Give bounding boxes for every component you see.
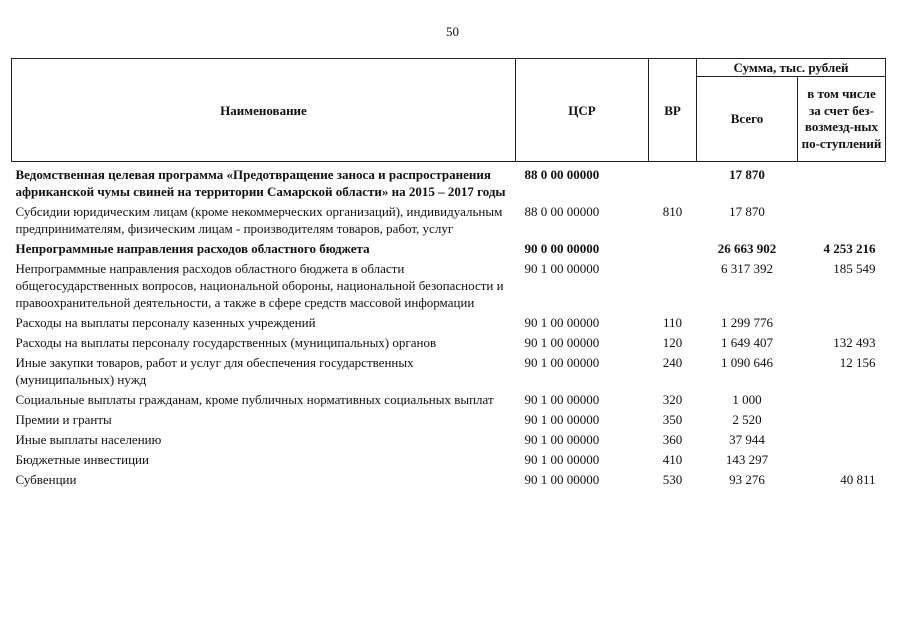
row-csr: 90 1 00 00000 [524, 432, 600, 447]
header-total: Всего [697, 77, 798, 162]
header-name: Наименование [12, 59, 516, 162]
row-total: 6 317 392 [721, 261, 773, 276]
table-row [12, 334, 886, 354]
row-grants [798, 431, 886, 451]
table-row [12, 240, 886, 260]
row-vr: 320 [662, 392, 683, 407]
row-name: Субсидии юридическим лицам (кроме некоммерческих организаций), индивидуальным предпринимателям, физическим лицам - производителям товаров, работ, услуг [15, 204, 503, 236]
table-row [12, 162, 886, 204]
row-name: Ведомственная целевая программа «Предотвращение заноса и распространения африканской чумы свиней на территории Самарской области» на 2015 – 2017 годы [15, 167, 506, 199]
table-row [12, 391, 886, 411]
row-total: 26 663 902 [717, 241, 777, 256]
row-vr: 410 [662, 452, 683, 467]
row-csr: 90 1 00 00000 [524, 315, 600, 330]
table-row [12, 451, 886, 471]
table-body [12, 162, 886, 492]
row-name: Бюджетные инвестиции [15, 452, 149, 467]
row-grants: 185 549 [833, 261, 876, 276]
header-vr: ВР [649, 59, 697, 162]
row-vr [649, 162, 697, 204]
row-vr: 350 [662, 412, 683, 427]
table-row [12, 260, 886, 314]
row-vr [649, 260, 697, 314]
row-grants: 4 253 216 [823, 241, 876, 256]
page-number: 50 [446, 24, 459, 39]
row-csr: 90 1 00 00000 [524, 392, 600, 407]
row-total: 17 870 [729, 167, 765, 182]
row-total: 1 299 776 [721, 315, 773, 330]
table-row [12, 314, 886, 334]
row-total: 93 276 [729, 472, 765, 487]
row-grants [798, 411, 886, 431]
row-grants [798, 391, 886, 411]
row-vr [649, 240, 697, 260]
row-name: Непрограммные направления расходов областного бюджета в области общегосударственных вопросов, национальной обороны, национальной безопасности и правоохранительной деятельности, а также в сфере средств массовой информации [15, 261, 504, 310]
row-name: Социальные выплаты гражданам, кроме публичных нормативных социальных выплат [15, 392, 494, 407]
row-name: Премии и гранты [15, 412, 112, 427]
row-grants: 132 493 [833, 335, 876, 350]
row-csr: 90 0 00 00000 [524, 241, 600, 256]
row-vr: 110 [662, 315, 683, 330]
row-csr: 90 1 00 00000 [524, 355, 600, 370]
row-grants: 40 811 [840, 472, 876, 487]
table-row [12, 354, 886, 391]
row-grants [798, 162, 886, 204]
row-vr: 240 [662, 355, 683, 370]
row-name: Иные закупки товаров, работ и услуг для обеспечения государственных (муниципальных) нужд [15, 355, 414, 387]
table-row [12, 203, 886, 240]
table-row [12, 411, 886, 431]
row-csr: 88 0 00 00000 [524, 167, 600, 182]
row-total: 1 000 [732, 392, 762, 407]
row-grants [798, 451, 886, 471]
table-row [12, 431, 886, 451]
row-vr: 810 [662, 204, 683, 219]
header-csr: ЦСР [516, 59, 649, 162]
budget-table [11, 58, 886, 491]
row-csr: 88 0 00 00000 [524, 204, 600, 219]
row-csr: 90 1 00 00000 [524, 452, 600, 467]
row-vr: 360 [662, 432, 683, 447]
header-including: в том числе за счет без-возмезд-ных по-ступлений [798, 77, 886, 162]
table-header [12, 59, 886, 162]
row-grants: 12 156 [839, 355, 876, 370]
row-grants [798, 203, 886, 240]
row-total: 1 090 646 [721, 355, 773, 370]
row-vr: 120 [662, 335, 683, 350]
row-csr: 90 1 00 00000 [524, 261, 600, 276]
row-name: Расходы на выплаты персоналу казенных учреждений [15, 315, 316, 330]
header-sum: Сумма, тыс. рублей [697, 59, 886, 77]
row-name: Иные выплаты населению [15, 432, 162, 447]
row-csr: 90 1 00 00000 [524, 412, 600, 427]
row-total: 143 297 [725, 452, 769, 467]
row-csr: 90 1 00 00000 [524, 472, 600, 487]
row-csr: 90 1 00 00000 [524, 335, 600, 350]
row-grants [798, 314, 886, 334]
row-total: 37 944 [729, 432, 765, 447]
row-name: Субвенции [15, 472, 77, 487]
table-row [12, 471, 886, 491]
row-total: 17 870 [729, 204, 765, 219]
row-total: 1 649 407 [721, 335, 773, 350]
row-vr: 530 [662, 472, 683, 487]
row-name: Расходы на выплаты персоналу государственных (муниципальных) органов [15, 335, 437, 350]
row-total: 2 520 [732, 412, 762, 427]
row-name: Непрограммные направления расходов областного бюджета [15, 241, 370, 256]
